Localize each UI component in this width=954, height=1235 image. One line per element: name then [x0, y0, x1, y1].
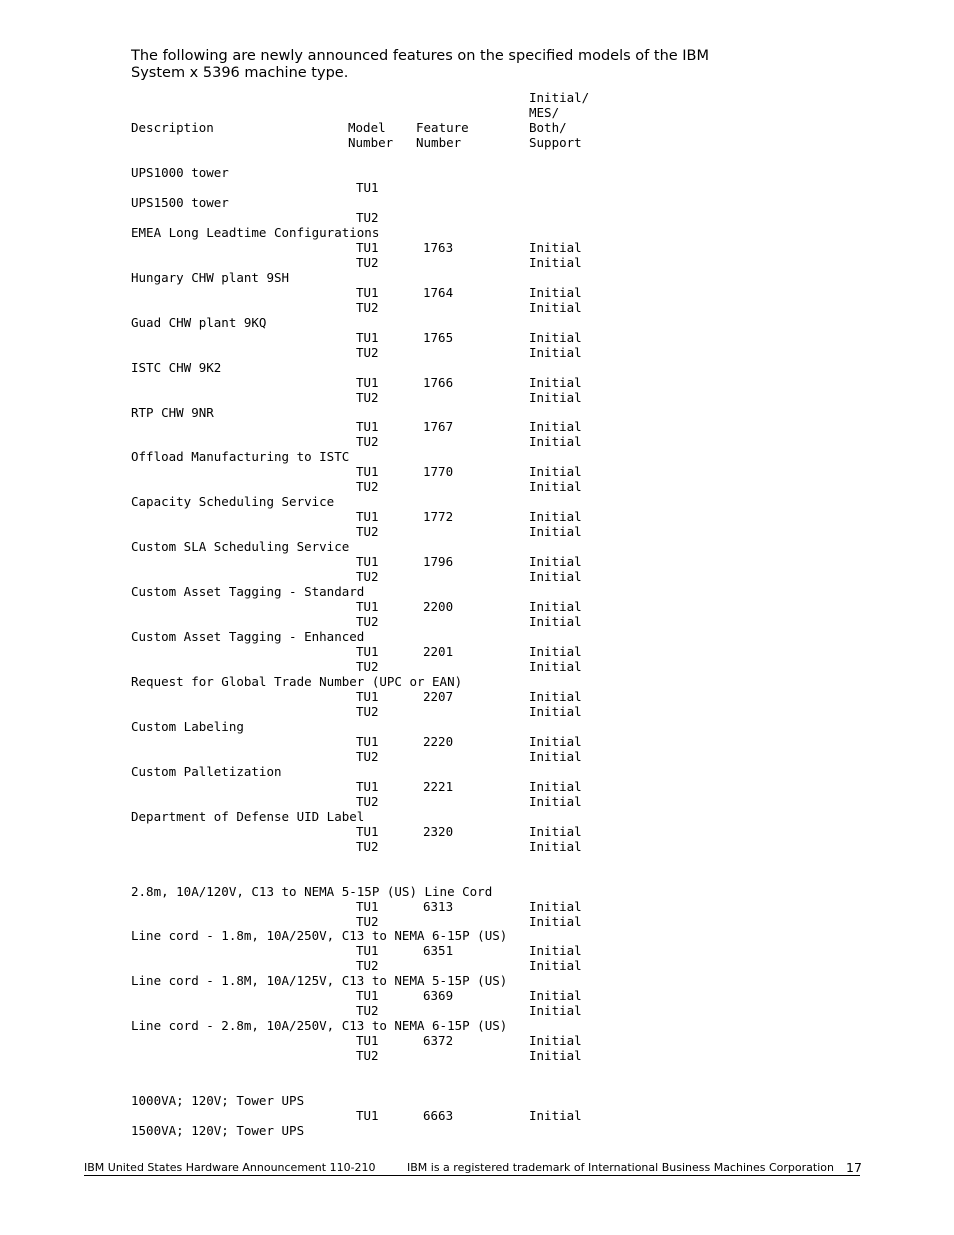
feature-header-line2: Number [416, 135, 462, 150]
row-description: Request for Global Trade Number (UPC or EAN) [131, 673, 463, 689]
row-type: Initial [529, 524, 582, 540]
row-description: Line cord - 2.8m, 10A/250V, C13 to NEMA 6-15P (US) [131, 1018, 508, 1034]
row-feature: 1763 [423, 239, 454, 255]
type-header-line2: MES/ [529, 105, 560, 120]
row-feature: 1767 [423, 419, 454, 435]
row-model: TU2 [356, 344, 379, 360]
row-model: TU2 [356, 838, 379, 854]
row-model: TU1 [356, 988, 379, 1004]
row-model: TU2 [356, 614, 379, 630]
type-header-line3: Both/ [529, 120, 567, 135]
row-model: TU2 [356, 479, 379, 495]
row-type: Initial [529, 1048, 582, 1064]
footer-trademark: IBM is a registered trademark of International Business Machines Corporation [407, 1161, 834, 1174]
row-type: Initial [529, 644, 582, 660]
row-model: TU1 [356, 1033, 379, 1049]
row-model: TU1 [356, 898, 379, 914]
model-header-line2: Number [348, 135, 394, 150]
row-model: TU2 [356, 913, 379, 929]
row-description: Hungary CHW plant 9SH [131, 269, 290, 285]
row-model: TU2 [356, 958, 379, 974]
row-type: Initial [529, 733, 582, 749]
row-description: Department of Defense UID Label [131, 808, 365, 824]
row-type: Initial [529, 254, 582, 270]
row-type: Initial [529, 464, 582, 480]
row-type: Initial [529, 793, 582, 809]
row-type: Initial [529, 1003, 582, 1019]
row-type: Initial [529, 239, 582, 255]
row-description: Custom SLA Scheduling Service [131, 539, 350, 555]
row-model: TU1 [356, 943, 379, 959]
row-feature: 6351 [423, 943, 454, 959]
row-model: TU1 [356, 1108, 379, 1124]
row-feature: 1796 [423, 554, 454, 570]
row-feature: 1772 [423, 509, 454, 525]
row-feature: 6372 [423, 1033, 454, 1049]
row-type: Initial [529, 823, 582, 839]
row-feature: 2207 [423, 688, 454, 704]
row-model: TU1 [356, 823, 379, 839]
row-type: Initial [529, 703, 582, 719]
row-description: Custom Labeling [131, 718, 244, 734]
row-feature: 6313 [423, 898, 454, 914]
row-model: TU2 [356, 209, 379, 225]
row-model: TU1 [356, 599, 379, 615]
row-feature: 1765 [423, 329, 454, 345]
row-description: Offload Manufacturing to ISTC [131, 449, 350, 465]
feature-header-line1: Feature [416, 120, 469, 135]
row-model: TU1 [356, 733, 379, 749]
row-description: Custom Asset Tagging - Standard [131, 584, 365, 600]
row-type: Initial [529, 614, 582, 630]
row-type: Initial [529, 778, 582, 794]
row-model: TU1 [356, 778, 379, 794]
row-feature: 1770 [423, 464, 454, 480]
row-description: 1500VA; 120V; Tower UPS [131, 1123, 305, 1139]
row-model: TU1 [356, 329, 379, 345]
footer-announcement: IBM United States Hardware Announcement 110-210 [84, 1161, 376, 1174]
row-type: Initial [529, 748, 582, 764]
row-feature: 1766 [423, 374, 454, 390]
row-model: TU2 [356, 703, 379, 719]
row-description: Custom Asset Tagging - Enhanced [131, 629, 365, 645]
row-model: TU2 [356, 569, 379, 585]
row-type: Initial [529, 554, 582, 570]
row-model: TU2 [356, 434, 379, 450]
type-header-line4: Support [529, 135, 582, 150]
row-feature: 2200 [423, 599, 454, 615]
row-model: TU2 [356, 793, 379, 809]
row-type: Initial [529, 988, 582, 1004]
row-description: RTP CHW 9NR [131, 404, 214, 420]
row-description: ISTC CHW 9K2 [131, 359, 222, 375]
row-type: Initial [529, 284, 582, 300]
row-type: Initial [529, 913, 582, 929]
row-feature: 2320 [423, 823, 454, 839]
row-description: Custom Palletization [131, 763, 282, 779]
row-description: 1000VA; 120V; Tower UPS [131, 1093, 305, 1109]
description-header: Description [131, 120, 214, 135]
row-type: Initial [529, 838, 582, 854]
row-model: TU2 [356, 1048, 379, 1064]
row-type: Initial [529, 688, 582, 704]
row-type: Initial [529, 299, 582, 315]
row-feature: 2201 [423, 644, 454, 660]
row-description: Guad CHW plant 9KQ [131, 314, 267, 330]
row-model: TU2 [356, 299, 379, 315]
row-type: Initial [529, 329, 582, 345]
row-model: TU1 [356, 179, 379, 195]
row-model: TU2 [356, 659, 379, 674]
row-model: TU1 [356, 554, 379, 570]
row-feature: 6369 [423, 988, 454, 1004]
row-type: Initial [529, 943, 582, 959]
row-type: Initial [529, 898, 582, 914]
row-type: Initial [529, 344, 582, 360]
row-model: TU1 [356, 374, 379, 390]
row-type: Initial [529, 479, 582, 495]
row-type: Initial [529, 569, 582, 585]
row-type: Initial [529, 958, 582, 974]
row-model: TU2 [356, 389, 379, 405]
intro-paragraph: The following are newly announced features on the specified models of the IBM System x 5396 machine type. [131, 48, 710, 81]
row-type: Initial [529, 599, 582, 615]
row-type: Initial [529, 389, 582, 405]
row-model: TU1 [356, 239, 379, 255]
row-description: UPS1500 tower [131, 194, 229, 210]
row-type: Initial [529, 419, 582, 435]
row-description: Line cord - 1.8M, 10A/125V, C13 to NEMA 5-15P (US) [131, 973, 508, 989]
row-model: TU1 [356, 284, 379, 300]
row-type: Initial [529, 659, 582, 674]
model-header-line1: Model [348, 120, 386, 135]
row-model: TU1 [356, 688, 379, 704]
row-type: Initial [529, 1033, 582, 1049]
row-feature: 6663 [423, 1108, 454, 1124]
row-model: TU1 [356, 464, 379, 480]
row-model: TU2 [356, 524, 379, 540]
row-model: TU1 [356, 644, 379, 660]
row-feature: 1764 [423, 284, 454, 300]
row-description: Capacity Scheduling Service [131, 494, 335, 510]
row-model: TU1 [356, 419, 379, 435]
row-model: TU2 [356, 1003, 379, 1019]
row-type: Initial [529, 434, 582, 450]
page-number: 17 [846, 1160, 862, 1175]
row-model: TU1 [356, 509, 379, 525]
page-footer [84, 1160, 860, 1176]
row-type: Initial [529, 509, 582, 525]
row-description: Line cord - 1.8m, 10A/250V, C13 to NEMA 6-15P (US) [131, 928, 508, 944]
row-type: Initial [529, 374, 582, 390]
type-header-line1: Initial/ [529, 90, 590, 105]
row-description: EMEA Long Leadtime Configurations [131, 224, 380, 240]
row-feature: 2221 [423, 778, 454, 794]
row-description: UPS1000 tower [131, 165, 229, 180]
row-description: 2.8m, 10A/120V, C13 to NEMA 5-15P (US) Line Cord [131, 883, 493, 899]
row-model: TU2 [356, 748, 379, 764]
row-type: Initial [529, 1108, 582, 1124]
row-feature: 2220 [423, 733, 454, 749]
row-model: TU2 [356, 254, 379, 270]
